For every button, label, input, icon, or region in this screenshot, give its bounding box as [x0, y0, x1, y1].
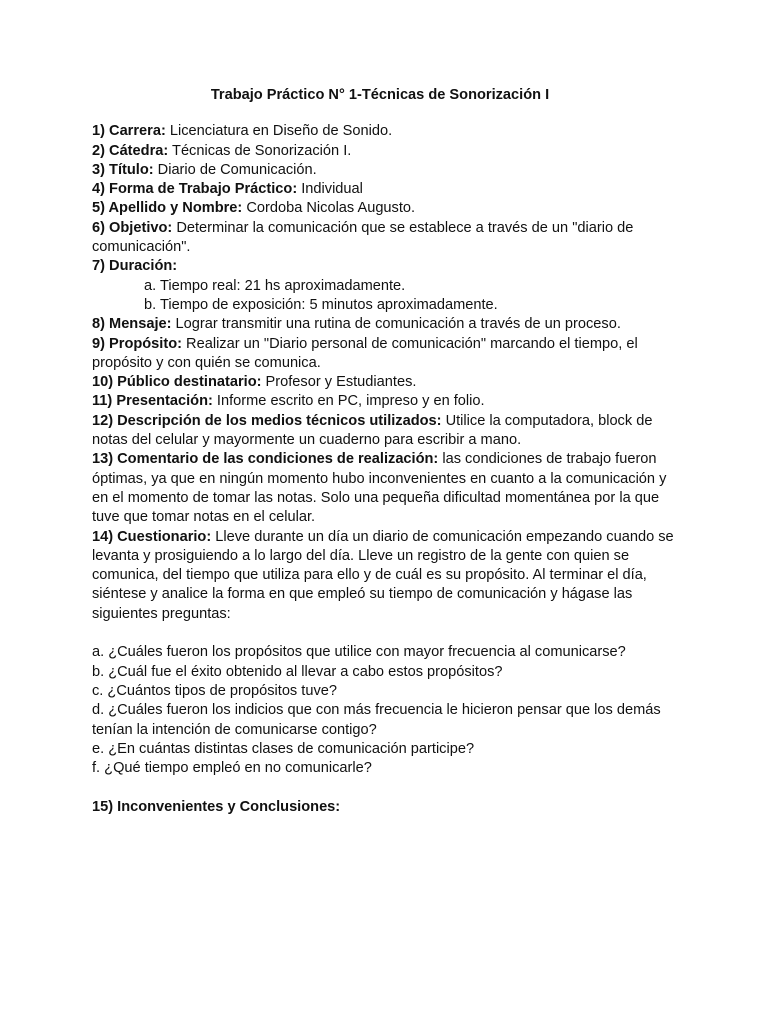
item-titulo	[92, 161, 682, 180]
question-e: e. ¿En cuántas distintas clases de comunicación participe?	[92, 740, 475, 757]
item-label: 1) Carrera:	[92, 123, 166, 140]
question-b: b. ¿Cuál fue el éxito obtenido al llevar a cabo estos propósitos?	[92, 663, 503, 680]
item-label: 3) Título:	[92, 161, 154, 178]
item-carrera	[92, 122, 682, 141]
item-catedra	[92, 142, 682, 161]
item-text: las condiciones de trabajo fueron óptimas, ya que en ningún momento hubo inconvenientes en cuanto a la comunicación y en el momento de tomar las notas. Solo una pequeña dificultad momentánea por la que tuve que tomar notas en el celular.	[92, 451, 667, 526]
final-heading	[92, 798, 682, 817]
item-label: 12) Descripción de los medios técnicos utilizados:	[92, 412, 442, 429]
item-label: 8) Mensaje:	[92, 316, 172, 333]
item-label: 7) Duración:	[92, 258, 178, 275]
item-label: 13) Comentario de las condiciones de realización:	[92, 451, 439, 468]
item-label: 9) Propósito:	[92, 335, 182, 352]
item-label: 6) Objetivo:	[92, 219, 173, 236]
item-text: Técnicas de Sonorización I.	[168, 142, 352, 159]
item-label: 4) Forma de Trabajo Práctico:	[92, 181, 298, 198]
document-page	[92, 86, 682, 817]
item-label: 15) Inconvenientes y Conclusiones:	[92, 798, 341, 815]
spacer	[92, 624, 682, 643]
item-text: Determinar la comunicación que se establece a través de un "diario de comunicación".	[92, 219, 634, 256]
item-label: 2) Cátedra:	[92, 142, 169, 159]
item-text: Individual	[297, 181, 363, 198]
item-text: Lleve durante un día un diario de comunicación empezando cuando se levanta y prosiguiendo a lo largo del día. Lleve un registro de la gente con quien se comunica, del tiempo que utiliza para ello y de cuál es su propósito. Al terminar el día, siéntese y analice la forma en que empleó su tiempo de comunicación y hágase las siguientes preguntas:	[92, 528, 674, 622]
question-f: f. ¿Qué tiempo empleó en no comunicarle?	[92, 760, 372, 777]
item-text: Licenciatura en Diseño de Sonido.	[165, 123, 393, 140]
item-label: 11) Presentación:	[92, 393, 213, 410]
item-presentacion	[92, 392, 682, 411]
item-text: Lograr transmitir una rutina de comunicación a través de un proceso.	[171, 316, 621, 333]
item-medios	[92, 412, 682, 451]
item-text: Cordoba Nicolas Augusto.	[242, 200, 416, 217]
item-comentario	[92, 450, 682, 527]
item-label: 14) Cuestionario:	[92, 528, 212, 545]
item-forma	[92, 180, 682, 199]
duration-real: a. Tiempo real: 21 hs aproximadamente.	[144, 277, 406, 294]
duration-exposicion: b. Tiempo de exposición: 5 minutos aproximadamente.	[144, 296, 498, 313]
item-nombre	[92, 199, 682, 218]
item-text: Informe escrito en PC, impreso y en folio.	[212, 393, 485, 410]
item-proposito	[92, 335, 682, 374]
question-c: c. ¿Cuántos tipos de propósitos tuve?	[92, 682, 337, 699]
item-text: Realizar un "Diario personal de comunicación" marcando el tiempo, el propósito y con quién se comunica.	[92, 335, 638, 371]
item-text: Utilice la computadora, block de notas del celular y mayormente un cuaderno para escribir a mano.	[92, 412, 653, 449]
question-a: a. ¿Cuáles fueron los propósitos que utilice con mayor frecuencia al comunicarse?	[92, 644, 626, 661]
item-cuestionario	[92, 528, 682, 624]
item-label: 10) Público destinatario:	[92, 374, 262, 391]
document-title: Trabajo Práctico N° 1-Técnicas de Sonorización I	[210, 87, 550, 103]
spacer	[92, 778, 682, 797]
item-objetivo	[92, 219, 682, 258]
question-d: d. ¿Cuáles fueron los indicios que con más frecuencia le hicieron pensar que los demás tenían la intención de comunicarse contigo?	[92, 702, 661, 738]
item-label: 5) Apellido y Nombre:	[92, 200, 243, 217]
item-mensaje	[92, 315, 682, 334]
item-text: Profesor y Estudiantes.	[261, 374, 417, 391]
item-duracion	[92, 257, 682, 276]
item-publico	[92, 373, 682, 392]
item-text: Diario de Comunicación.	[153, 161, 317, 178]
